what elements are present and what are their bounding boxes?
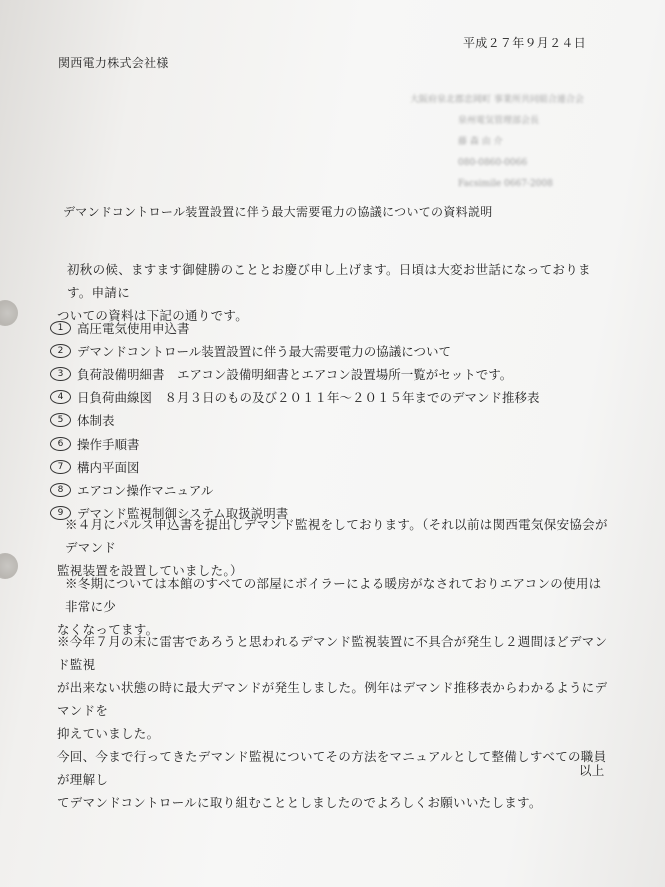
note-paragraph (57, 630, 612, 814)
punch-hole (0, 300, 18, 326)
list-item (50, 432, 540, 455)
list-item-text: エアコン操作マニュアル (77, 482, 214, 498)
text-line: ついての資料は下記の通りです。 (57, 308, 249, 323)
document-subject: デマンドコントロール装置設置に伴う最大需要電力の協議についての資料説明 (63, 205, 493, 219)
circled-number: 8 (50, 483, 71, 497)
sender-block-blurred (410, 90, 600, 195)
closing-mark: 以上 (579, 763, 605, 778)
list-item-text: デマンドコントロール装置設置に伴う最大需要電力の協議について (77, 343, 452, 359)
list-item-text: 操作手順書 (77, 436, 140, 452)
circled-number: 1 (50, 321, 71, 335)
sender-line: 藤 森 由 介 (458, 137, 503, 147)
text-line: 今回、今まで行ってきたデマンド監視についてその方法をマニュアルとして整備しすべての職員が理解し (57, 749, 607, 787)
list-item-text: 高圧電気使用申込書 (77, 320, 190, 336)
circled-number: 5 (50, 413, 71, 427)
list-item (50, 386, 540, 409)
list-item-text: 負荷設備明細書 エアコン設備明細書とエアコン設置場所一覧がセットです。 (77, 366, 513, 382)
list-item-text: 体制表 (77, 413, 115, 429)
sender-line: Facsimile 0667-2008 (458, 179, 553, 189)
text-line: なくなってます。 (57, 622, 159, 637)
circled-number: 2 (50, 344, 71, 358)
text-line: 抑えていました。 (57, 726, 160, 741)
text-line: てデマンドコントロールに取り組むこととしましたのでよろしくお願いいたします。 (57, 795, 542, 810)
text-line: 監視装置を設置していました。） (57, 563, 243, 578)
text-line: が出来ない状態の時に最大デマンドが発生しました。例年はデマンド推移表からわかるようにデマンドを (57, 680, 608, 718)
circled-number: 9 (50, 506, 71, 520)
circled-number: 3 (50, 367, 71, 381)
list-item (50, 316, 540, 339)
circled-number: 6 (50, 437, 71, 451)
circled-number: 4 (50, 390, 71, 404)
punch-hole (0, 553, 18, 579)
list-item-text: 構内平面図 (77, 459, 140, 475)
list-item (50, 409, 540, 432)
text-line: ※冬期については本館のすべての部屋にボイラーによる暖房がなされておりエアコンの使用は非常に少 (65, 576, 602, 614)
text-line: 初秋の候、ますます御健勝のこととお慶び申し上げます。日頃は大変お世話になっております。申請に (67, 262, 591, 300)
text-line: ※４月にパルス申込書を提出しデマンド監視をしております。（それ以前は関西電気保安協会がデマンド (65, 517, 608, 555)
list-item (50, 478, 540, 501)
circled-number: 7 (50, 460, 71, 474)
text-line: ※今年７月の末に雷害であろうと思われるデマンド監視装置に不具合が発生し２週間ほどデマンド監視 (57, 634, 608, 672)
sender-line: 大阪府泉北郡忠岡町 事業所共同組合連合会 (410, 95, 584, 105)
addressee: 関西電力株式会社様 (58, 56, 169, 70)
list-item (50, 339, 540, 362)
list-item-text: デマンド監視制御システム取扱説明書 (77, 506, 289, 522)
list-item (50, 362, 540, 385)
sender-line: 泉州電気管理部会長 (458, 116, 540, 126)
document-list (50, 316, 540, 525)
list-item (50, 455, 540, 478)
list-item-text: 日負荷曲線図 ８月３日のもの及び２０１１年～２０１５年までのデマンド推移表 (77, 390, 540, 406)
sender-line: 080-0860-0066 (458, 158, 528, 168)
document-date: 平成２７年９月２４日 (463, 36, 587, 50)
